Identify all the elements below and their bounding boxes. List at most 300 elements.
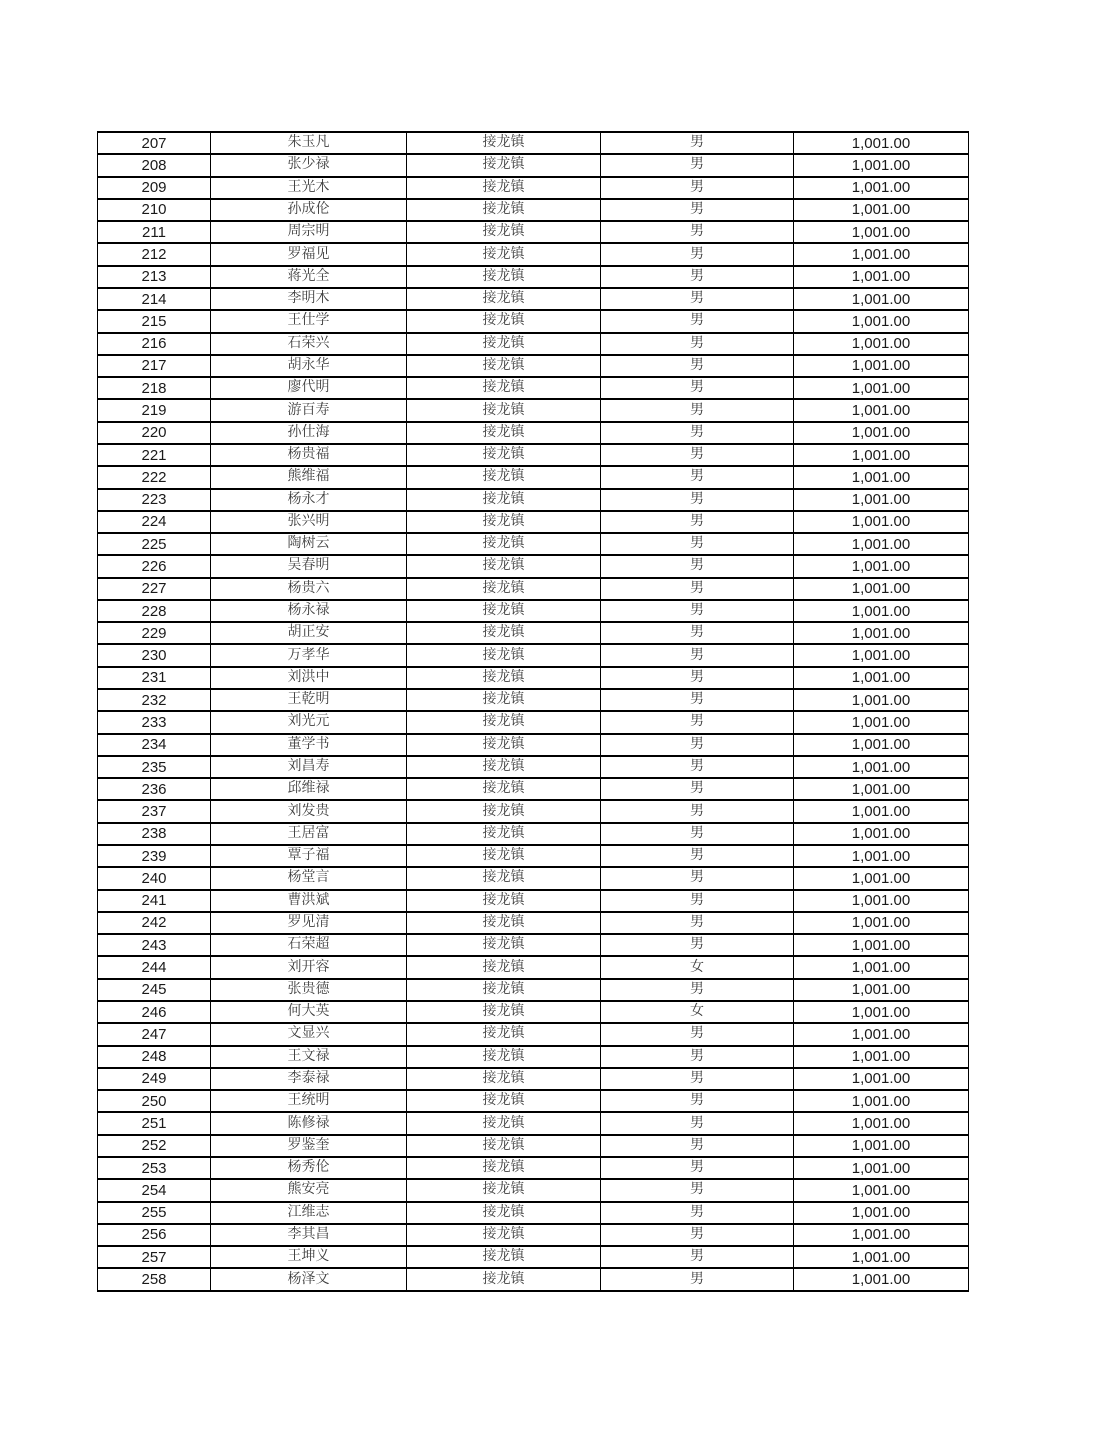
- table-row: [98, 956, 969, 978]
- gender-cell: 男: [601, 511, 794, 533]
- gender-cell: 男: [601, 823, 794, 845]
- town-cell: 接龙镇: [407, 667, 601, 689]
- table-row: [98, 1023, 969, 1045]
- row-number-cell: 216: [98, 333, 211, 355]
- gender-cell: 男: [601, 154, 794, 176]
- name-cell: 石荣兴: [211, 333, 407, 355]
- gender-cell: 男: [601, 778, 794, 800]
- row-number-cell: 238: [98, 823, 211, 845]
- gender-cell: 男: [601, 310, 794, 332]
- name-cell: 何大英: [211, 1001, 407, 1023]
- name-cell: 李明木: [211, 288, 407, 310]
- gender-cell: 男: [601, 355, 794, 377]
- row-number-cell: 209: [98, 177, 211, 199]
- town-cell: 接龙镇: [407, 333, 601, 355]
- amount-cell: 1,001.00: [794, 979, 969, 1001]
- gender-cell: 男: [601, 533, 794, 555]
- table-row: [98, 221, 969, 243]
- table-row: [98, 867, 969, 889]
- name-cell: 杨堂言: [211, 867, 407, 889]
- town-cell: 接龙镇: [407, 867, 601, 889]
- gender-cell: 男: [601, 377, 794, 399]
- row-number-cell: 257: [98, 1246, 211, 1268]
- name-cell: 孙成伦: [211, 199, 407, 221]
- table-row: [98, 1068, 969, 1090]
- gender-cell: 女: [601, 956, 794, 978]
- name-cell: 王文禄: [211, 1046, 407, 1068]
- town-cell: 接龙镇: [407, 845, 601, 867]
- name-cell: 罗见清: [211, 912, 407, 934]
- amount-cell: 1,001.00: [794, 533, 969, 555]
- table-row: [98, 243, 969, 265]
- gender-cell: 男: [601, 800, 794, 822]
- name-cell: 刘发贵: [211, 800, 407, 822]
- table-row: [98, 1046, 969, 1068]
- name-cell: 陶树云: [211, 533, 407, 555]
- amount-cell: 1,001.00: [794, 1023, 969, 1045]
- amount-cell: 1,001.00: [794, 756, 969, 778]
- amount-cell: 1,001.00: [794, 555, 969, 577]
- row-number-cell: 221: [98, 444, 211, 466]
- row-number-cell: 225: [98, 533, 211, 555]
- amount-cell: 1,001.00: [794, 1202, 969, 1224]
- row-number-cell: 222: [98, 466, 211, 488]
- town-cell: 接龙镇: [407, 221, 601, 243]
- name-cell: 万孝华: [211, 644, 407, 666]
- amount-cell: 1,001.00: [794, 266, 969, 288]
- gender-cell: 男: [601, 489, 794, 511]
- table-row: [98, 511, 969, 533]
- row-number-cell: 218: [98, 377, 211, 399]
- table-row: [98, 1001, 969, 1023]
- table-row: [98, 1135, 969, 1157]
- gender-cell: 男: [601, 444, 794, 466]
- name-cell: 杨永禄: [211, 600, 407, 622]
- table-row: [98, 466, 969, 488]
- amount-cell: 1,001.00: [794, 578, 969, 600]
- row-number-cell: 243: [98, 934, 211, 956]
- table-row: [98, 333, 969, 355]
- town-cell: 接龙镇: [407, 1135, 601, 1157]
- table-row: [98, 644, 969, 666]
- table-row: [98, 1224, 969, 1246]
- town-cell: 接龙镇: [407, 377, 601, 399]
- row-number-cell: 240: [98, 867, 211, 889]
- amount-cell: 1,001.00: [794, 333, 969, 355]
- row-number-cell: 241: [98, 890, 211, 912]
- table-row: [98, 154, 969, 176]
- town-cell: 接龙镇: [407, 1023, 601, 1045]
- gender-cell: 男: [601, 756, 794, 778]
- town-cell: 接龙镇: [407, 1068, 601, 1090]
- amount-cell: 1,001.00: [794, 1112, 969, 1134]
- gender-cell: 男: [601, 466, 794, 488]
- table-row: [98, 288, 969, 310]
- gender-cell: 男: [601, 667, 794, 689]
- row-number-cell: 212: [98, 243, 211, 265]
- name-cell: 胡正安: [211, 622, 407, 644]
- town-cell: 接龙镇: [407, 1001, 601, 1023]
- name-cell: 游百寿: [211, 399, 407, 421]
- row-number-cell: 246: [98, 1001, 211, 1023]
- roster-table-body: [98, 132, 969, 1291]
- amount-cell: 1,001.00: [794, 243, 969, 265]
- row-number-cell: 242: [98, 912, 211, 934]
- table-row: [98, 912, 969, 934]
- amount-cell: 1,001.00: [794, 132, 969, 154]
- row-number-cell: 224: [98, 511, 211, 533]
- amount-cell: 1,001.00: [794, 644, 969, 666]
- town-cell: 接龙镇: [407, 578, 601, 600]
- amount-cell: 1,001.00: [794, 466, 969, 488]
- row-number-cell: 235: [98, 756, 211, 778]
- row-number-cell: 239: [98, 845, 211, 867]
- amount-cell: 1,001.00: [794, 622, 969, 644]
- row-number-cell: 229: [98, 622, 211, 644]
- gender-cell: 男: [601, 622, 794, 644]
- name-cell: 邱维禄: [211, 778, 407, 800]
- gender-cell: 男: [601, 1157, 794, 1179]
- amount-cell: 1,001.00: [794, 399, 969, 421]
- gender-cell: 男: [601, 399, 794, 421]
- town-cell: 接龙镇: [407, 644, 601, 666]
- table-row: [98, 1179, 969, 1201]
- name-cell: 刘洪中: [211, 667, 407, 689]
- amount-cell: 1,001.00: [794, 1135, 969, 1157]
- gender-cell: 男: [601, 867, 794, 889]
- name-cell: 熊安亮: [211, 1179, 407, 1201]
- row-number-cell: 213: [98, 266, 211, 288]
- table-row: [98, 310, 969, 332]
- row-number-cell: 217: [98, 355, 211, 377]
- table-row: [98, 1246, 969, 1268]
- row-number-cell: 215: [98, 310, 211, 332]
- town-cell: 接龙镇: [407, 243, 601, 265]
- table-row: [98, 667, 969, 689]
- gender-cell: 男: [601, 1135, 794, 1157]
- table-row: [98, 377, 969, 399]
- row-number-cell: 258: [98, 1268, 211, 1291]
- gender-cell: 男: [601, 132, 794, 154]
- amount-cell: 1,001.00: [794, 912, 969, 934]
- row-number-cell: 247: [98, 1023, 211, 1045]
- town-cell: 接龙镇: [407, 1268, 601, 1291]
- name-cell: 胡永华: [211, 355, 407, 377]
- table-row: [98, 1112, 969, 1134]
- gender-cell: 男: [601, 934, 794, 956]
- town-cell: 接龙镇: [407, 266, 601, 288]
- row-number-cell: 207: [98, 132, 211, 154]
- town-cell: 接龙镇: [407, 489, 601, 511]
- table-row: [98, 533, 969, 555]
- name-cell: 张兴明: [211, 511, 407, 533]
- name-cell: 杨泽文: [211, 1268, 407, 1291]
- table-row: [98, 890, 969, 912]
- name-cell: 杨贵福: [211, 444, 407, 466]
- table-row: [98, 622, 969, 644]
- row-number-cell: 230: [98, 644, 211, 666]
- row-number-cell: 211: [98, 221, 211, 243]
- town-cell: 接龙镇: [407, 466, 601, 488]
- table-row: [98, 711, 969, 733]
- table-row: [98, 489, 969, 511]
- town-cell: 接龙镇: [407, 1246, 601, 1268]
- amount-cell: 1,001.00: [794, 711, 969, 733]
- amount-cell: 1,001.00: [794, 845, 969, 867]
- amount-cell: 1,001.00: [794, 890, 969, 912]
- row-number-cell: 250: [98, 1090, 211, 1112]
- amount-cell: 1,001.00: [794, 355, 969, 377]
- town-cell: 接龙镇: [407, 399, 601, 421]
- gender-cell: 男: [601, 644, 794, 666]
- row-number-cell: 256: [98, 1224, 211, 1246]
- town-cell: 接龙镇: [407, 689, 601, 711]
- gender-cell: 女: [601, 1001, 794, 1023]
- gender-cell: 男: [601, 177, 794, 199]
- name-cell: 张贵德: [211, 979, 407, 1001]
- town-cell: 接龙镇: [407, 422, 601, 444]
- town-cell: 接龙镇: [407, 444, 601, 466]
- amount-cell: 1,001.00: [794, 310, 969, 332]
- amount-cell: 1,001.00: [794, 422, 969, 444]
- table-row: [98, 756, 969, 778]
- town-cell: 接龙镇: [407, 1202, 601, 1224]
- name-cell: 王光木: [211, 177, 407, 199]
- amount-cell: 1,001.00: [794, 221, 969, 243]
- gender-cell: 男: [601, 689, 794, 711]
- table-row: [98, 800, 969, 822]
- gender-cell: 男: [601, 243, 794, 265]
- town-cell: 接龙镇: [407, 310, 601, 332]
- town-cell: 接龙镇: [407, 288, 601, 310]
- town-cell: 接龙镇: [407, 1046, 601, 1068]
- gender-cell: 男: [601, 845, 794, 867]
- row-number-cell: 223: [98, 489, 211, 511]
- row-number-cell: 227: [98, 578, 211, 600]
- town-cell: 接龙镇: [407, 823, 601, 845]
- gender-cell: 男: [601, 1068, 794, 1090]
- amount-cell: 1,001.00: [794, 1157, 969, 1179]
- gender-cell: 男: [601, 979, 794, 1001]
- row-number-cell: 214: [98, 288, 211, 310]
- name-cell: 张少禄: [211, 154, 407, 176]
- town-cell: 接龙镇: [407, 154, 601, 176]
- town-cell: 接龙镇: [407, 177, 601, 199]
- amount-cell: 1,001.00: [794, 199, 969, 221]
- table-row: [98, 600, 969, 622]
- town-cell: 接龙镇: [407, 1112, 601, 1134]
- name-cell: 董学书: [211, 734, 407, 756]
- table-row: [98, 823, 969, 845]
- amount-cell: 1,001.00: [794, 1224, 969, 1246]
- table-row: [98, 177, 969, 199]
- name-cell: 刘开容: [211, 956, 407, 978]
- name-cell: 曹洪斌: [211, 890, 407, 912]
- gender-cell: 男: [601, 1023, 794, 1045]
- row-number-cell: 208: [98, 154, 211, 176]
- town-cell: 接龙镇: [407, 756, 601, 778]
- name-cell: 李其昌: [211, 1224, 407, 1246]
- town-cell: 接龙镇: [407, 600, 601, 622]
- row-number-cell: 226: [98, 555, 211, 577]
- table-row: [98, 979, 969, 1001]
- gender-cell: 男: [601, 890, 794, 912]
- gender-cell: 男: [601, 912, 794, 934]
- amount-cell: 1,001.00: [794, 1179, 969, 1201]
- gender-cell: 男: [601, 288, 794, 310]
- table-row: [98, 399, 969, 421]
- amount-cell: 1,001.00: [794, 444, 969, 466]
- row-number-cell: 237: [98, 800, 211, 822]
- amount-cell: 1,001.00: [794, 377, 969, 399]
- town-cell: 接龙镇: [407, 734, 601, 756]
- name-cell: 王居富: [211, 823, 407, 845]
- row-number-cell: 210: [98, 199, 211, 221]
- town-cell: 接龙镇: [407, 800, 601, 822]
- town-cell: 接龙镇: [407, 511, 601, 533]
- name-cell: 杨秀伦: [211, 1157, 407, 1179]
- amount-cell: 1,001.00: [794, 689, 969, 711]
- gender-cell: 男: [601, 1046, 794, 1068]
- name-cell: 刘昌寿: [211, 756, 407, 778]
- gender-cell: 男: [601, 199, 794, 221]
- amount-cell: 1,001.00: [794, 734, 969, 756]
- row-number-cell: 233: [98, 711, 211, 733]
- amount-cell: 1,001.00: [794, 778, 969, 800]
- gender-cell: 男: [601, 555, 794, 577]
- gender-cell: 男: [601, 578, 794, 600]
- gender-cell: 男: [601, 221, 794, 243]
- gender-cell: 男: [601, 422, 794, 444]
- name-cell: 江维志: [211, 1202, 407, 1224]
- table-row: [98, 578, 969, 600]
- town-cell: 接龙镇: [407, 1157, 601, 1179]
- amount-cell: 1,001.00: [794, 177, 969, 199]
- table-row: [98, 845, 969, 867]
- name-cell: 王乾明: [211, 689, 407, 711]
- row-number-cell: 234: [98, 734, 211, 756]
- town-cell: 接龙镇: [407, 355, 601, 377]
- town-cell: 接龙镇: [407, 711, 601, 733]
- table-row: [98, 1157, 969, 1179]
- row-number-cell: 251: [98, 1112, 211, 1134]
- amount-cell: 1,001.00: [794, 823, 969, 845]
- row-number-cell: 220: [98, 422, 211, 444]
- name-cell: 李泰禄: [211, 1068, 407, 1090]
- town-cell: 接龙镇: [407, 956, 601, 978]
- amount-cell: 1,001.00: [794, 956, 969, 978]
- town-cell: 接龙镇: [407, 912, 601, 934]
- row-number-cell: 249: [98, 1068, 211, 1090]
- amount-cell: 1,001.00: [794, 1090, 969, 1112]
- amount-cell: 1,001.00: [794, 1068, 969, 1090]
- table-row: [98, 934, 969, 956]
- row-number-cell: 236: [98, 778, 211, 800]
- amount-cell: 1,001.00: [794, 288, 969, 310]
- amount-cell: 1,001.00: [794, 489, 969, 511]
- table-row: [98, 555, 969, 577]
- name-cell: 罗福见: [211, 243, 407, 265]
- name-cell: 杨贵六: [211, 578, 407, 600]
- amount-cell: 1,001.00: [794, 800, 969, 822]
- row-number-cell: 245: [98, 979, 211, 1001]
- row-number-cell: 244: [98, 956, 211, 978]
- town-cell: 接龙镇: [407, 1090, 601, 1112]
- amount-cell: 1,001.00: [794, 667, 969, 689]
- amount-cell: 1,001.00: [794, 1001, 969, 1023]
- row-number-cell: 253: [98, 1157, 211, 1179]
- gender-cell: 男: [601, 1090, 794, 1112]
- gender-cell: 男: [601, 1112, 794, 1134]
- name-cell: 陈修禄: [211, 1112, 407, 1134]
- amount-cell: 1,001.00: [794, 511, 969, 533]
- gender-cell: 男: [601, 734, 794, 756]
- table-row: [98, 778, 969, 800]
- name-cell: 王统明: [211, 1090, 407, 1112]
- name-cell: 蒋光全: [211, 266, 407, 288]
- name-cell: 朱玉凡: [211, 132, 407, 154]
- row-number-cell: 231: [98, 667, 211, 689]
- town-cell: 接龙镇: [407, 1224, 601, 1246]
- town-cell: 接龙镇: [407, 934, 601, 956]
- town-cell: 接龙镇: [407, 979, 601, 1001]
- amount-cell: 1,001.00: [794, 600, 969, 622]
- name-cell: 文显兴: [211, 1023, 407, 1045]
- table-row: [98, 444, 969, 466]
- table-row: [98, 1268, 969, 1291]
- amount-cell: 1,001.00: [794, 1246, 969, 1268]
- gender-cell: 男: [601, 1268, 794, 1291]
- name-cell: 孙仕海: [211, 422, 407, 444]
- name-cell: 熊维福: [211, 466, 407, 488]
- name-cell: 覃子福: [211, 845, 407, 867]
- table-row: [98, 355, 969, 377]
- amount-cell: 1,001.00: [794, 934, 969, 956]
- gender-cell: 男: [601, 1202, 794, 1224]
- name-cell: 刘光元: [211, 711, 407, 733]
- name-cell: 杨永才: [211, 489, 407, 511]
- town-cell: 接龙镇: [407, 533, 601, 555]
- gender-cell: 男: [601, 600, 794, 622]
- table-row: [98, 132, 969, 154]
- table-row: [98, 1202, 969, 1224]
- row-number-cell: 254: [98, 1179, 211, 1201]
- row-number-cell: 252: [98, 1135, 211, 1157]
- table-row: [98, 1090, 969, 1112]
- amount-cell: 1,001.00: [794, 867, 969, 889]
- gender-cell: 男: [601, 1224, 794, 1246]
- gender-cell: 男: [601, 266, 794, 288]
- table-row: [98, 734, 969, 756]
- gender-cell: 男: [601, 1179, 794, 1201]
- gender-cell: 男: [601, 333, 794, 355]
- name-cell: 周宗明: [211, 221, 407, 243]
- table-row: [98, 266, 969, 288]
- town-cell: 接龙镇: [407, 199, 601, 221]
- town-cell: 接龙镇: [407, 622, 601, 644]
- name-cell: 王仕学: [211, 310, 407, 332]
- row-number-cell: 255: [98, 1202, 211, 1224]
- town-cell: 接龙镇: [407, 778, 601, 800]
- roster-table: [97, 131, 969, 1292]
- table-row: [98, 422, 969, 444]
- gender-cell: 男: [601, 1246, 794, 1268]
- gender-cell: 男: [601, 711, 794, 733]
- row-number-cell: 248: [98, 1046, 211, 1068]
- name-cell: 罗鉴奎: [211, 1135, 407, 1157]
- amount-cell: 1,001.00: [794, 1046, 969, 1068]
- amount-cell: 1,001.00: [794, 154, 969, 176]
